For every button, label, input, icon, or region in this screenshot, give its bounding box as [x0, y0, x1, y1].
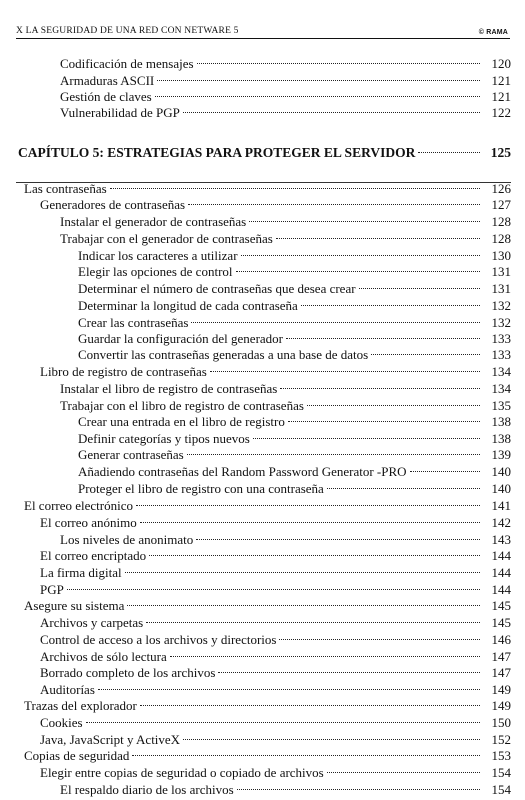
dot-leader: [253, 426, 480, 443]
dot-leader: [196, 527, 480, 544]
dot-leader: [191, 310, 480, 327]
page-number: 133: [491, 331, 511, 346]
toc-entry: [40, 192, 511, 212]
dot-leader: [307, 393, 480, 410]
page-number: 147: [491, 649, 511, 664]
toc-entry: [40, 677, 511, 697]
entry-title: Definir categorías y tipos nuevos: [78, 431, 250, 446]
toc-entry: [24, 743, 511, 763]
entry-title: La firma digital: [40, 565, 122, 580]
toc-entry: [78, 476, 511, 496]
entry-title: Copias de seguridad: [24, 748, 130, 763]
toc-entry: [60, 209, 511, 229]
page-number: 140: [491, 464, 511, 479]
toc-entry: [60, 527, 511, 547]
dot-leader: [110, 176, 480, 193]
page-number: 132: [491, 298, 511, 313]
entry-title: Cookies: [40, 715, 83, 730]
dot-leader: [170, 644, 480, 661]
entry-title: Trabajar con el generador de contraseñas: [60, 231, 273, 246]
entry-title: Asegure su sistema: [24, 598, 125, 613]
dot-leader: [237, 777, 480, 794]
toc-entry: [60, 84, 511, 104]
toc-entry: [24, 176, 511, 196]
toc-entry: [78, 409, 511, 429]
entry-title: Auditorías: [40, 682, 95, 697]
toc-entry: [40, 543, 511, 563]
entry-title: Java, JavaScript y ActiveX: [40, 732, 181, 747]
page-number: 149: [491, 682, 511, 697]
dot-leader: [146, 610, 480, 627]
dot-leader: [418, 140, 480, 157]
toc-entry: [60, 376, 511, 396]
page-number: 128: [491, 214, 511, 229]
toc-entry: [60, 68, 511, 88]
page-number: 132: [491, 315, 511, 330]
dot-leader: [280, 376, 480, 393]
page-number: 134: [491, 381, 511, 396]
dot-leader: [241, 243, 480, 260]
toc-entry: [60, 226, 511, 246]
toc-entry: [40, 577, 511, 597]
entry-title: Indicar los caracteres a utilizar: [78, 248, 238, 263]
dot-leader: [98, 677, 480, 694]
dot-leader: [127, 593, 480, 610]
toc-entry: [40, 760, 511, 780]
toc-entry: [78, 459, 511, 479]
page-number: 142: [491, 515, 511, 530]
entry-title: Trabajar con el libro de registro de contraseñas: [60, 398, 304, 413]
dot-leader: [327, 476, 480, 493]
entry-title: Borrado completo de los archivos: [40, 665, 216, 680]
dot-leader: [157, 68, 480, 85]
page-number: 121: [491, 73, 511, 88]
page-number: 143: [491, 532, 511, 547]
dot-leader: [279, 627, 480, 644]
toc-entry: [78, 293, 511, 313]
toc-entry: [60, 393, 511, 413]
entry-title: Gestión de claves: [60, 89, 152, 104]
dot-leader: [218, 660, 480, 677]
entry-title: Instalar el generador de contraseñas: [60, 214, 247, 229]
dot-leader: [410, 459, 480, 476]
page-number: 133: [491, 347, 511, 362]
dot-leader: [301, 293, 480, 310]
page-number: 139: [491, 447, 511, 462]
toc-entry: [78, 276, 511, 296]
page-number: 144: [491, 548, 511, 563]
dot-leader: [327, 760, 480, 777]
page-number: 145: [491, 615, 511, 630]
entry-title: El correo encriptado: [40, 548, 147, 563]
entry-title: Generar contraseñas: [78, 447, 184, 462]
dot-leader: [86, 710, 480, 727]
entry-title: Proteger el libro de registro con una contraseña: [78, 481, 324, 496]
toc-entry: [40, 560, 511, 580]
entry-title: Crear una entrada en el libro de registro: [78, 414, 285, 429]
dot-leader: [183, 727, 480, 744]
page-number: 127: [491, 197, 511, 212]
dot-leader: [359, 276, 480, 293]
page-number: 130: [491, 248, 511, 263]
dot-leader: [140, 693, 480, 710]
entry-title: Elegir entre copias de seguridad o copiado de archivos: [40, 765, 324, 780]
entry-title: El correo electrónico: [24, 498, 133, 513]
entry-title: Convertir las contraseñas generadas a una base de datos: [78, 347, 369, 362]
dot-leader: [210, 359, 480, 376]
page-number: 150: [491, 715, 511, 730]
entry-title: Libro de registro de contraseñas: [40, 364, 207, 379]
page-number: 134: [491, 364, 511, 379]
entry-title: Vulnerabilidad de PGP: [60, 105, 180, 120]
dot-leader: [197, 51, 480, 68]
page-number: 126: [491, 181, 511, 196]
entry-title: Control de acceso a los archivos y directorios: [40, 632, 277, 647]
entry-title: Guardar la configuración del generador: [78, 331, 284, 346]
page-number: 149: [491, 698, 511, 713]
toc-entry: [40, 727, 511, 747]
page-number: 135: [491, 398, 511, 413]
dot-leader: [149, 543, 480, 560]
publisher-mark: © RAMA: [478, 29, 508, 36]
dot-leader: [286, 326, 480, 343]
toc-entry: [24, 593, 511, 613]
dot-leader: [67, 577, 480, 594]
dot-leader: [132, 743, 480, 760]
entry-title: El respaldo diario de los archivos: [60, 782, 234, 797]
page-number: 122: [491, 105, 511, 120]
entry-title: Las contraseñas: [24, 181, 107, 196]
page-number: 147: [491, 665, 511, 680]
page-number: 154: [491, 765, 511, 780]
entry-title: Armaduras ASCII: [60, 73, 155, 88]
dot-leader: [136, 493, 480, 510]
dot-leader: [188, 192, 480, 209]
header-title: X LA SEGURIDAD DE UNA RED CON NETWARE 5: [16, 26, 239, 36]
page-number: 146: [491, 632, 511, 647]
dot-leader: [125, 560, 480, 577]
dot-leader: [183, 100, 480, 117]
dot-leader: [288, 409, 480, 426]
entry-title: Instalar el libro de registro de contraseñas: [60, 381, 278, 396]
toc-entry: [78, 326, 511, 346]
entry-title: Añadiendo contraseñas del Random Password Generator -PRO: [78, 464, 407, 479]
page-number: 128: [491, 231, 511, 246]
toc-entry: [40, 627, 511, 647]
entry-title: Crear las contraseñas: [78, 315, 189, 330]
dot-leader: [276, 226, 480, 243]
entry-title: Determinar el número de contraseñas que desea crear: [78, 281, 356, 296]
page-number: 138: [491, 414, 511, 429]
toc-entry: [78, 442, 511, 462]
entry-title: PGP: [40, 582, 64, 597]
page-number: 131: [491, 281, 511, 296]
dot-leader: [140, 510, 480, 527]
page-number: 125: [490, 145, 511, 160]
entry-title: Codificación de mensajes: [60, 56, 194, 71]
dot-leader: [155, 84, 480, 101]
toc-entry: [78, 310, 511, 330]
entry-title: Archivos y carpetas: [40, 615, 144, 630]
entry-title: El correo anónimo: [40, 515, 137, 530]
toc-entry: [60, 51, 511, 71]
entry-title: Los niveles de anonimato: [60, 532, 194, 547]
page-number: 153: [491, 748, 511, 763]
page-number: 141: [491, 498, 511, 513]
chapter-heading: [18, 140, 511, 160]
toc-entry: [40, 510, 511, 530]
toc-entry: [78, 426, 511, 446]
dot-leader: [187, 442, 480, 459]
toc-entry: [40, 660, 511, 680]
entry-title: Trazas del explorador: [24, 698, 137, 713]
page-number: 145: [491, 598, 511, 613]
page-number: 120: [491, 56, 511, 71]
entry-title: Elegir las opciones de control: [78, 264, 233, 279]
page-number: 152: [491, 732, 511, 747]
toc-entry: [24, 693, 511, 713]
dot-leader: [249, 209, 480, 226]
entry-title: Archivos de sólo lectura: [40, 649, 167, 664]
page-number: 144: [491, 582, 511, 597]
toc-entry: [78, 259, 511, 279]
dot-leader: [236, 259, 480, 276]
page-number: 138: [491, 431, 511, 446]
page-number: 144: [491, 565, 511, 580]
section-divider: [16, 182, 511, 183]
toc-entry: [40, 644, 511, 664]
toc-entry: [60, 100, 511, 120]
toc-entry: [60, 777, 511, 797]
toc-entry: [40, 610, 511, 630]
dot-leader: [371, 342, 480, 359]
entry-title: Generadores de contraseñas: [40, 197, 186, 212]
entry-title: CAPÍTULO 5: ESTRATEGIAS PARA PROTEGER EL SERVIDOR: [18, 145, 416, 160]
page-number: 140: [491, 481, 511, 496]
toc-entry: [24, 493, 511, 513]
toc-entry: [78, 243, 511, 263]
page-number: 131: [491, 264, 511, 279]
toc-entry: [78, 342, 511, 362]
toc-entry: [40, 710, 511, 730]
page-number: 121: [491, 89, 511, 104]
entry-title: Determinar la longitud de cada contraseña: [78, 298, 298, 313]
toc-entry: [40, 359, 511, 379]
page-number: 154: [491, 782, 511, 797]
